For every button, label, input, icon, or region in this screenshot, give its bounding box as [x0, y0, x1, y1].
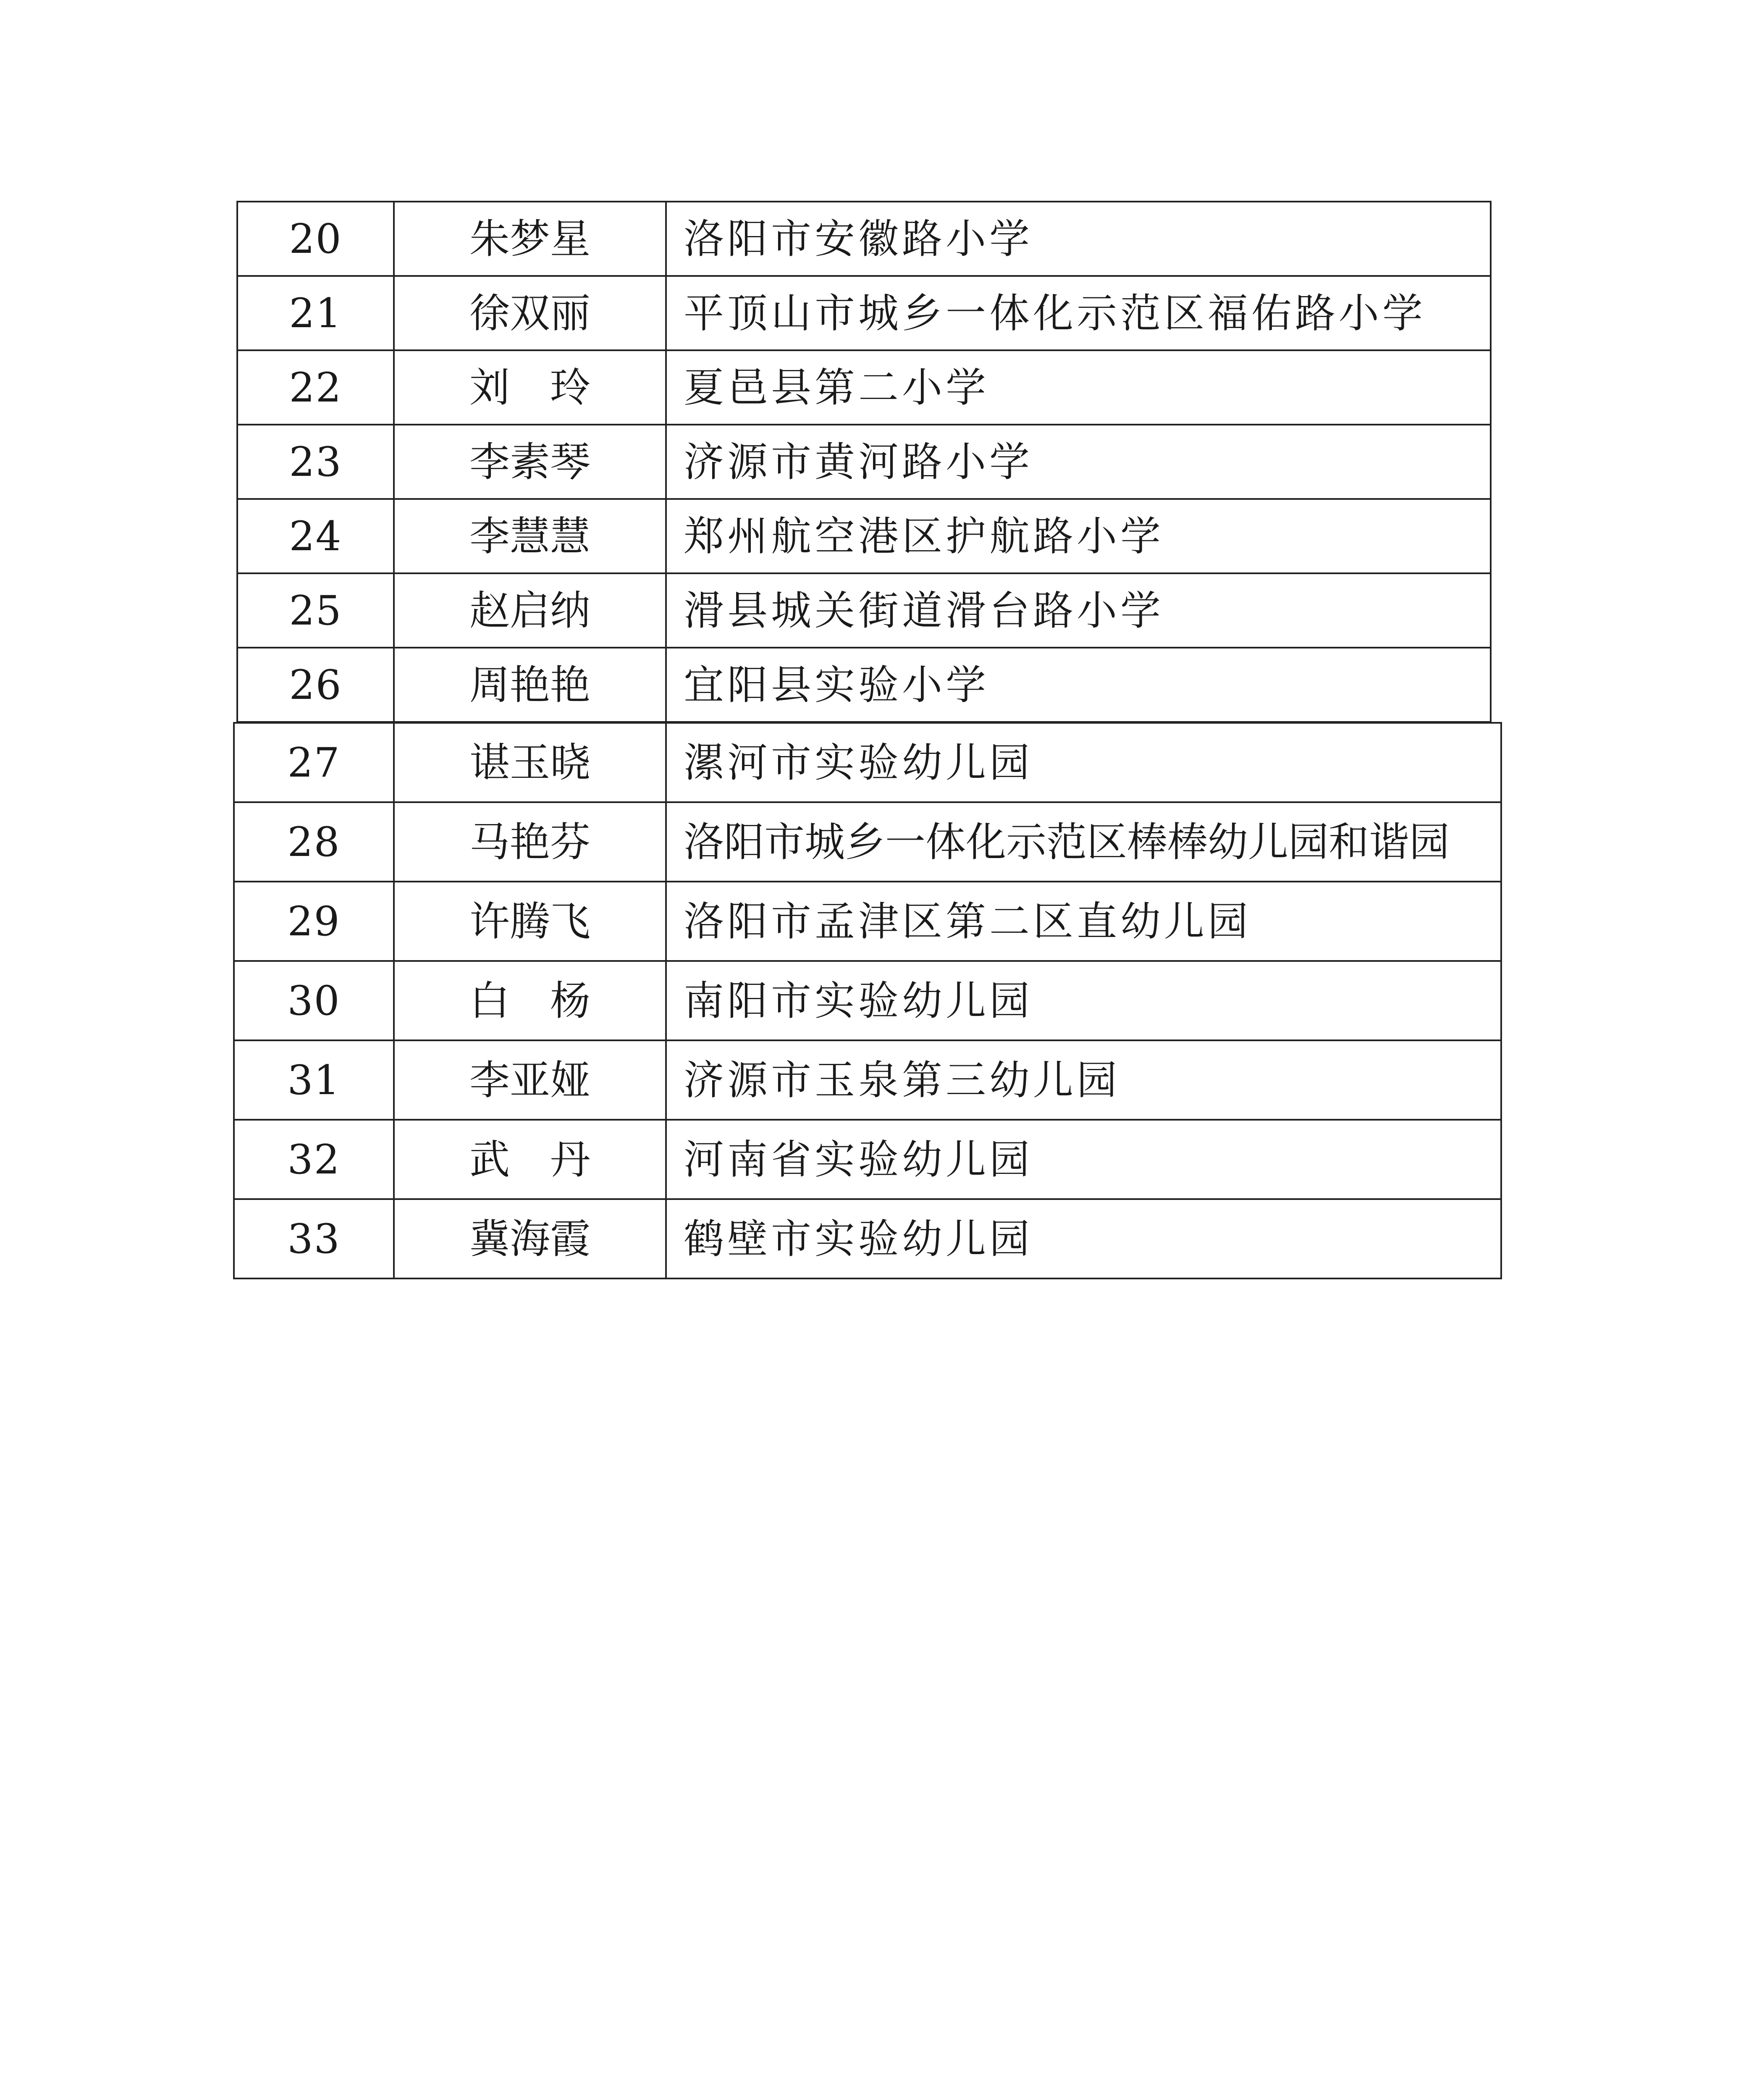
person-name: 许腾飞 [394, 882, 666, 961]
person-name: 周艳艳 [394, 648, 666, 722]
school-name: 洛阳市孟津区第二区直幼儿园 [666, 882, 1501, 961]
row-number: 26 [237, 648, 394, 722]
row-number: 28 [234, 802, 394, 882]
person-name: 徐双丽 [394, 276, 666, 350]
person-name: 李亚娅 [394, 1040, 666, 1120]
table-row [234, 961, 1501, 1040]
table-row [237, 202, 1491, 276]
list-table-upper [236, 201, 1492, 723]
school-name: 平顶山市城乡一体化示范区福佑路小学 [666, 276, 1491, 350]
table-row [237, 573, 1491, 648]
person-name: 李素琴 [394, 425, 666, 499]
row-number: 20 [237, 202, 394, 276]
school-name: 夏邑县第二小学 [666, 350, 1491, 425]
row-number: 23 [237, 425, 394, 499]
table-row [234, 1199, 1501, 1278]
person-name: 刘 玲 [394, 350, 666, 425]
school-name: 郑州航空港区护航路小学 [666, 499, 1491, 573]
row-number: 22 [237, 350, 394, 425]
school-name: 宜阳县实验小学 [666, 648, 1491, 722]
row-number: 33 [234, 1199, 394, 1278]
school-name: 河南省实验幼儿园 [666, 1120, 1501, 1199]
row-number: 21 [237, 276, 394, 350]
person-name: 马艳芬 [394, 802, 666, 882]
table-row [234, 1040, 1501, 1120]
row-number: 27 [234, 723, 394, 802]
school-name: 济源市玉泉第三幼儿园 [666, 1040, 1501, 1120]
row-number: 25 [237, 573, 394, 648]
school-name: 洛阳市安徽路小学 [666, 202, 1491, 276]
table-row [237, 425, 1491, 499]
row-number: 31 [234, 1040, 394, 1120]
table-row [234, 802, 1501, 882]
table-row [234, 882, 1501, 961]
person-name: 白 杨 [394, 961, 666, 1040]
row-number: 24 [237, 499, 394, 573]
school-name: 南阳市实验幼儿园 [666, 961, 1501, 1040]
person-name: 赵启纳 [394, 573, 666, 648]
row-number: 29 [234, 882, 394, 961]
table-row [234, 723, 1501, 802]
table-row [234, 1120, 1501, 1199]
row-number: 30 [234, 961, 394, 1040]
row-number: 32 [234, 1120, 394, 1199]
school-name: 漯河市实验幼儿园 [666, 723, 1501, 802]
person-name: 冀海霞 [394, 1199, 666, 1278]
school-name: 洛阳市城乡一体化示范区棒棒幼儿园和谐园 [666, 802, 1501, 882]
school-name: 鹤壁市实验幼儿园 [666, 1199, 1501, 1278]
table-row [237, 276, 1491, 350]
school-name: 济源市黄河路小学 [666, 425, 1491, 499]
table-row [237, 648, 1491, 722]
person-name: 武 丹 [394, 1120, 666, 1199]
person-name: 朱梦星 [394, 202, 666, 276]
person-name: 李慧慧 [394, 499, 666, 573]
school-name: 滑县城关街道滑台路小学 [666, 573, 1491, 648]
table-row [237, 350, 1491, 425]
person-name: 谌玉晓 [394, 723, 666, 802]
table-row [237, 499, 1491, 573]
list-table-lower [233, 722, 1502, 1279]
